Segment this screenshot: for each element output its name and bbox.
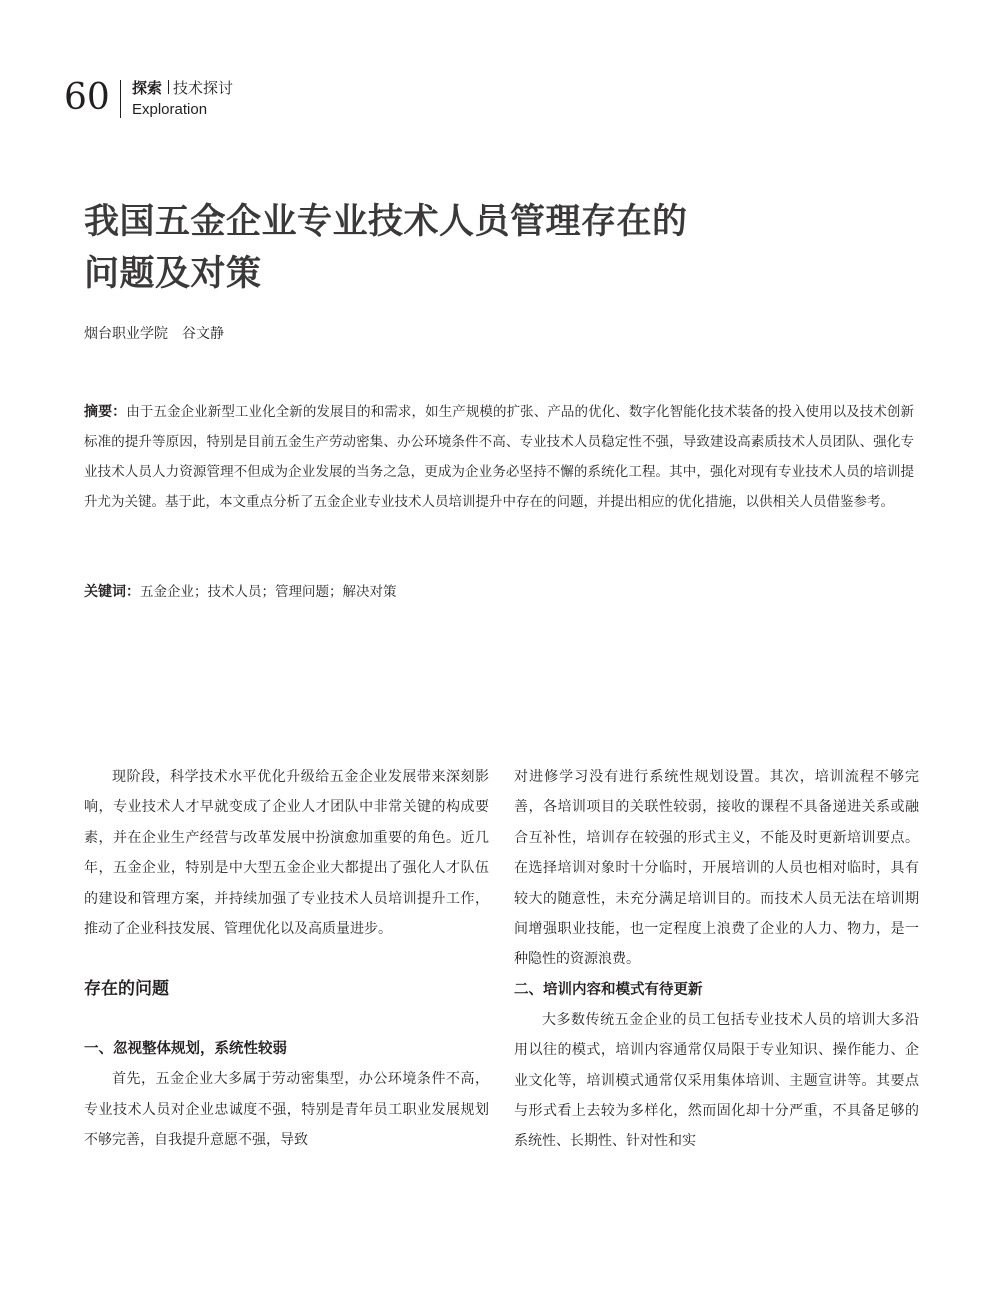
paragraph-2: 大多数传统五金企业的员工包括专业技术人员的培训大多沿用以往的模式，培训内容通常仅局限于专业知识、操作能力、企业文化等，培训模式通常仅采用集体培训、主题宣讲等。其要点与形式看上去较为多样化，然而固化却十分严重，不具备足够的系统性、长期性、针对性和实 bbox=[514, 1011, 919, 1150]
abstract bbox=[84, 397, 914, 517]
subheading-2: 二、培训内容和模式有待更新 bbox=[514, 981, 703, 998]
title-line-2: 问题及对策 bbox=[84, 254, 262, 294]
abstract-text: 由于五金企业新型工业化全新的发展目的和需求，如生产规模的扩张、产品的优化、数字化智能化技术装备的投入使用以及技术创新标准的提升等原因，特别是目前五金生产劳动密集、办公环境条件不高、专业技术人员稳定性不强，导致建设高素质技术人员团队、强化专业技术人员人力资源管理不但成为企业发展的当务之急，更成为企业务必坚持不懈的系统化工程。其中，强化对现有专业技术人员的培训提升尤为关键。基于此，本文重点分析了五金企业专业技术人员培训提升中存在的问题，并提出相应的优化措施，以供相关人员借鉴参考。 bbox=[84, 404, 914, 510]
body-column-left bbox=[84, 762, 489, 1156]
body-column-right bbox=[514, 762, 919, 1157]
keywords-label: 关键词： bbox=[84, 584, 140, 600]
subsection-name: 技术探讨 bbox=[173, 79, 234, 97]
article-title bbox=[84, 196, 884, 300]
paragraph-1: 首先，五金企业大多属于劳动密集型，办公环境条件不高，专业技术人员对企业忠诚度不强，特别是青年员工职业发展规划不够完善，自我提升意愿不强，导致 bbox=[84, 1071, 489, 1149]
keywords bbox=[84, 577, 914, 607]
paragraph-1-continued: 对进修学习没有进行系统性规划设置。其次，培训流程不够完善，各培训项目的关联性较弱，接收的课程不具备递进关系或融合互补性，培训存在较强的形式主义，不能及时更新培训要点。在选择培训对象时十分临时，开展培训的人员也相对临时，具有较大的随意性，未充分满足培训目的。而技术人员无法在培训期间增强职业技能，也一定程度上浪费了企业的人力、物力，是一种隐性的资源浪费。 bbox=[514, 769, 919, 968]
section-separator bbox=[168, 80, 169, 94]
keywords-text: 五金企业；技术人员；管理问题；解决对策 bbox=[140, 584, 397, 600]
abstract-label: 摘要： bbox=[84, 404, 127, 420]
section-heading-problems: 存在的问题 bbox=[84, 979, 169, 1000]
subheading-1: 一、忽视整体规划，系统性较弱 bbox=[84, 1041, 287, 1058]
author-affiliation: 烟台职业学院 谷文静 bbox=[84, 326, 224, 342]
section-name: 探索 bbox=[132, 79, 163, 97]
page-number: 60 bbox=[64, 77, 110, 118]
intro-paragraph: 现阶段，科学技术水平优化升级给五金企业发展带来深刻影响，专业技术人才早就变成了企业人才团队中非常关键的构成要素，并在企业生产经营与改革发展中扮演愈加重要的角色。近几年，五金企业，特别是中大型五金企业大都提出了强化人才队伍的建设和管理方案，并持续加强了专业技术人员培训提升工作，推动了企业科技发展、管理优化以及高质量进步。 bbox=[84, 769, 489, 938]
header-divider bbox=[120, 80, 121, 118]
section-label bbox=[132, 78, 233, 98]
title-line-1: 我国五金企业专业技术人员管理存在的 bbox=[84, 202, 688, 242]
section-name-en: Exploration bbox=[132, 101, 208, 118]
